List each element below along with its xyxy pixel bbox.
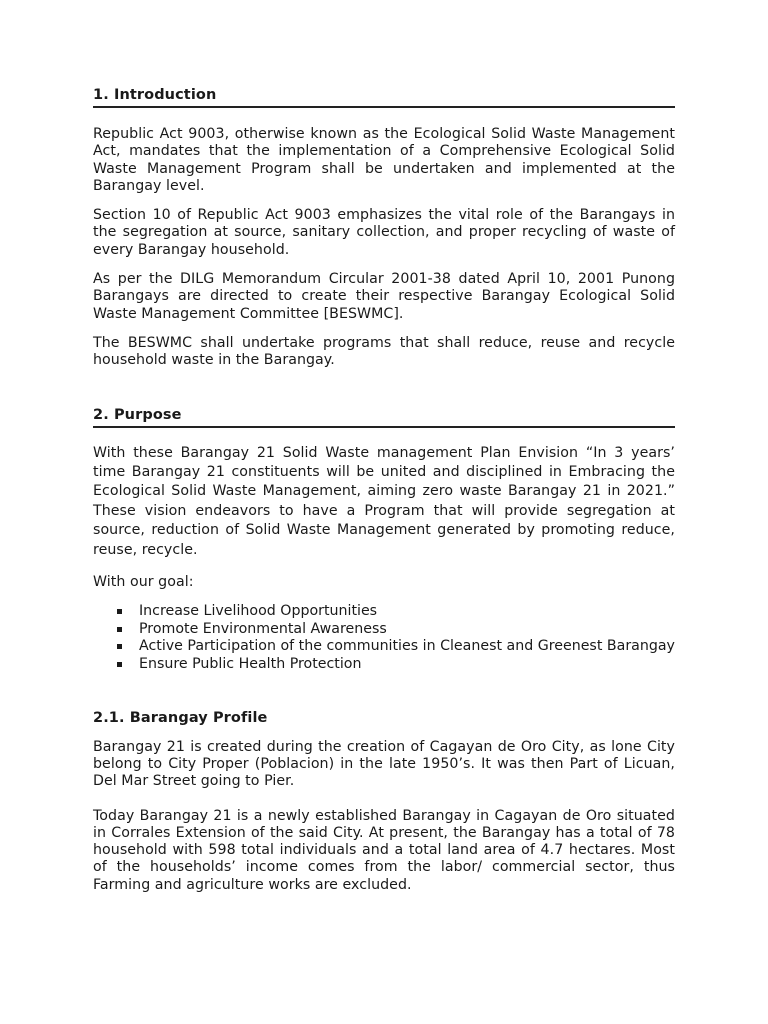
goal-text: Increase Livelihood Opportunities [139, 603, 378, 620]
bullet-icon [117, 644, 122, 649]
goal-intro: With our goal: [93, 574, 194, 590]
list-item [93, 638, 675, 656]
bullet-icon [117, 627, 122, 632]
goal-list [93, 603, 675, 673]
document-page [93, 86, 675, 894]
intro-paragraph-3: As per the DILG Memorandum Circular 2001-38 dated April 10, 2001 Punong Barangays are directed to create their respective Barangay Ecological Solid Waste Management Committee [BESWMC]. [93, 271, 675, 322]
purpose-paragraph: With these Barangay 21 Solid Waste management Plan Envision “In 3 years’ time Barangay 21 constituents will be united and disciplined in Embracing the Ecological Solid Waste Management, aiming zero waste Barangay 21 in 2021.” These vision endeavors to have a Program that will provide segregation at source, reduction of Solid Waste Management generated by promoting reduce, reuse, recycle. [93, 444, 675, 558]
section-heading-purpose: 2. Purpose [93, 406, 675, 428]
profile-paragraph-2: Today Barangay 21 is a newly established Barangay in Cagayan de Oro situated in Corrales Extension of the said City. At present, the Barangay has a total of 78 household with 598 total individuals and a total land area of 4.7 hectares. Most of the households’ income comes from the labor/ commercial sector, thus Farming and agriculture works are excluded. [93, 807, 675, 893]
section-heading-barangay-profile: 2.1. Barangay Profile [93, 709, 268, 726]
profile-paragraph-1: Barangay 21 is created during the creation of Cagayan de Oro City, as lone City belong to City Proper (Poblacion) in the late 1950’s. It was then Part of Licuan, Del Mar Street going to Pier. [93, 738, 675, 790]
intro-paragraph-1: Republic Act 9003, otherwise known as the Ecological Solid Waste Management Act, mandates that the implementation of a Comprehensive Ecological Solid Waste Management Program shall be undertaken and implemented at the Barangay level. [93, 126, 675, 194]
goal-text: Promote Environmental Awareness [139, 620, 387, 637]
goal-text: Active Participation of the communities in Cleanest and Greenest Barangay [139, 638, 675, 655]
intro-paragraph-2: Section 10 of Republic Act 9003 emphasizes the vital role of the Barangays in the segregation at source, sanitary collection, and proper recycling of waste of every Barangay household. [93, 207, 675, 258]
section-heading-introduction: 1. Introduction [93, 86, 675, 108]
bullet-icon [117, 609, 122, 614]
intro-paragraph-4: The BESWMC shall undertake programs that shall reduce, reuse and recycle household waste in the Barangay. [93, 334, 675, 369]
list-item [93, 621, 675, 639]
list-item [93, 603, 675, 621]
list-item [93, 656, 675, 674]
bullet-icon [117, 662, 122, 667]
goal-text: Ensure Public Health Protection [139, 656, 362, 673]
